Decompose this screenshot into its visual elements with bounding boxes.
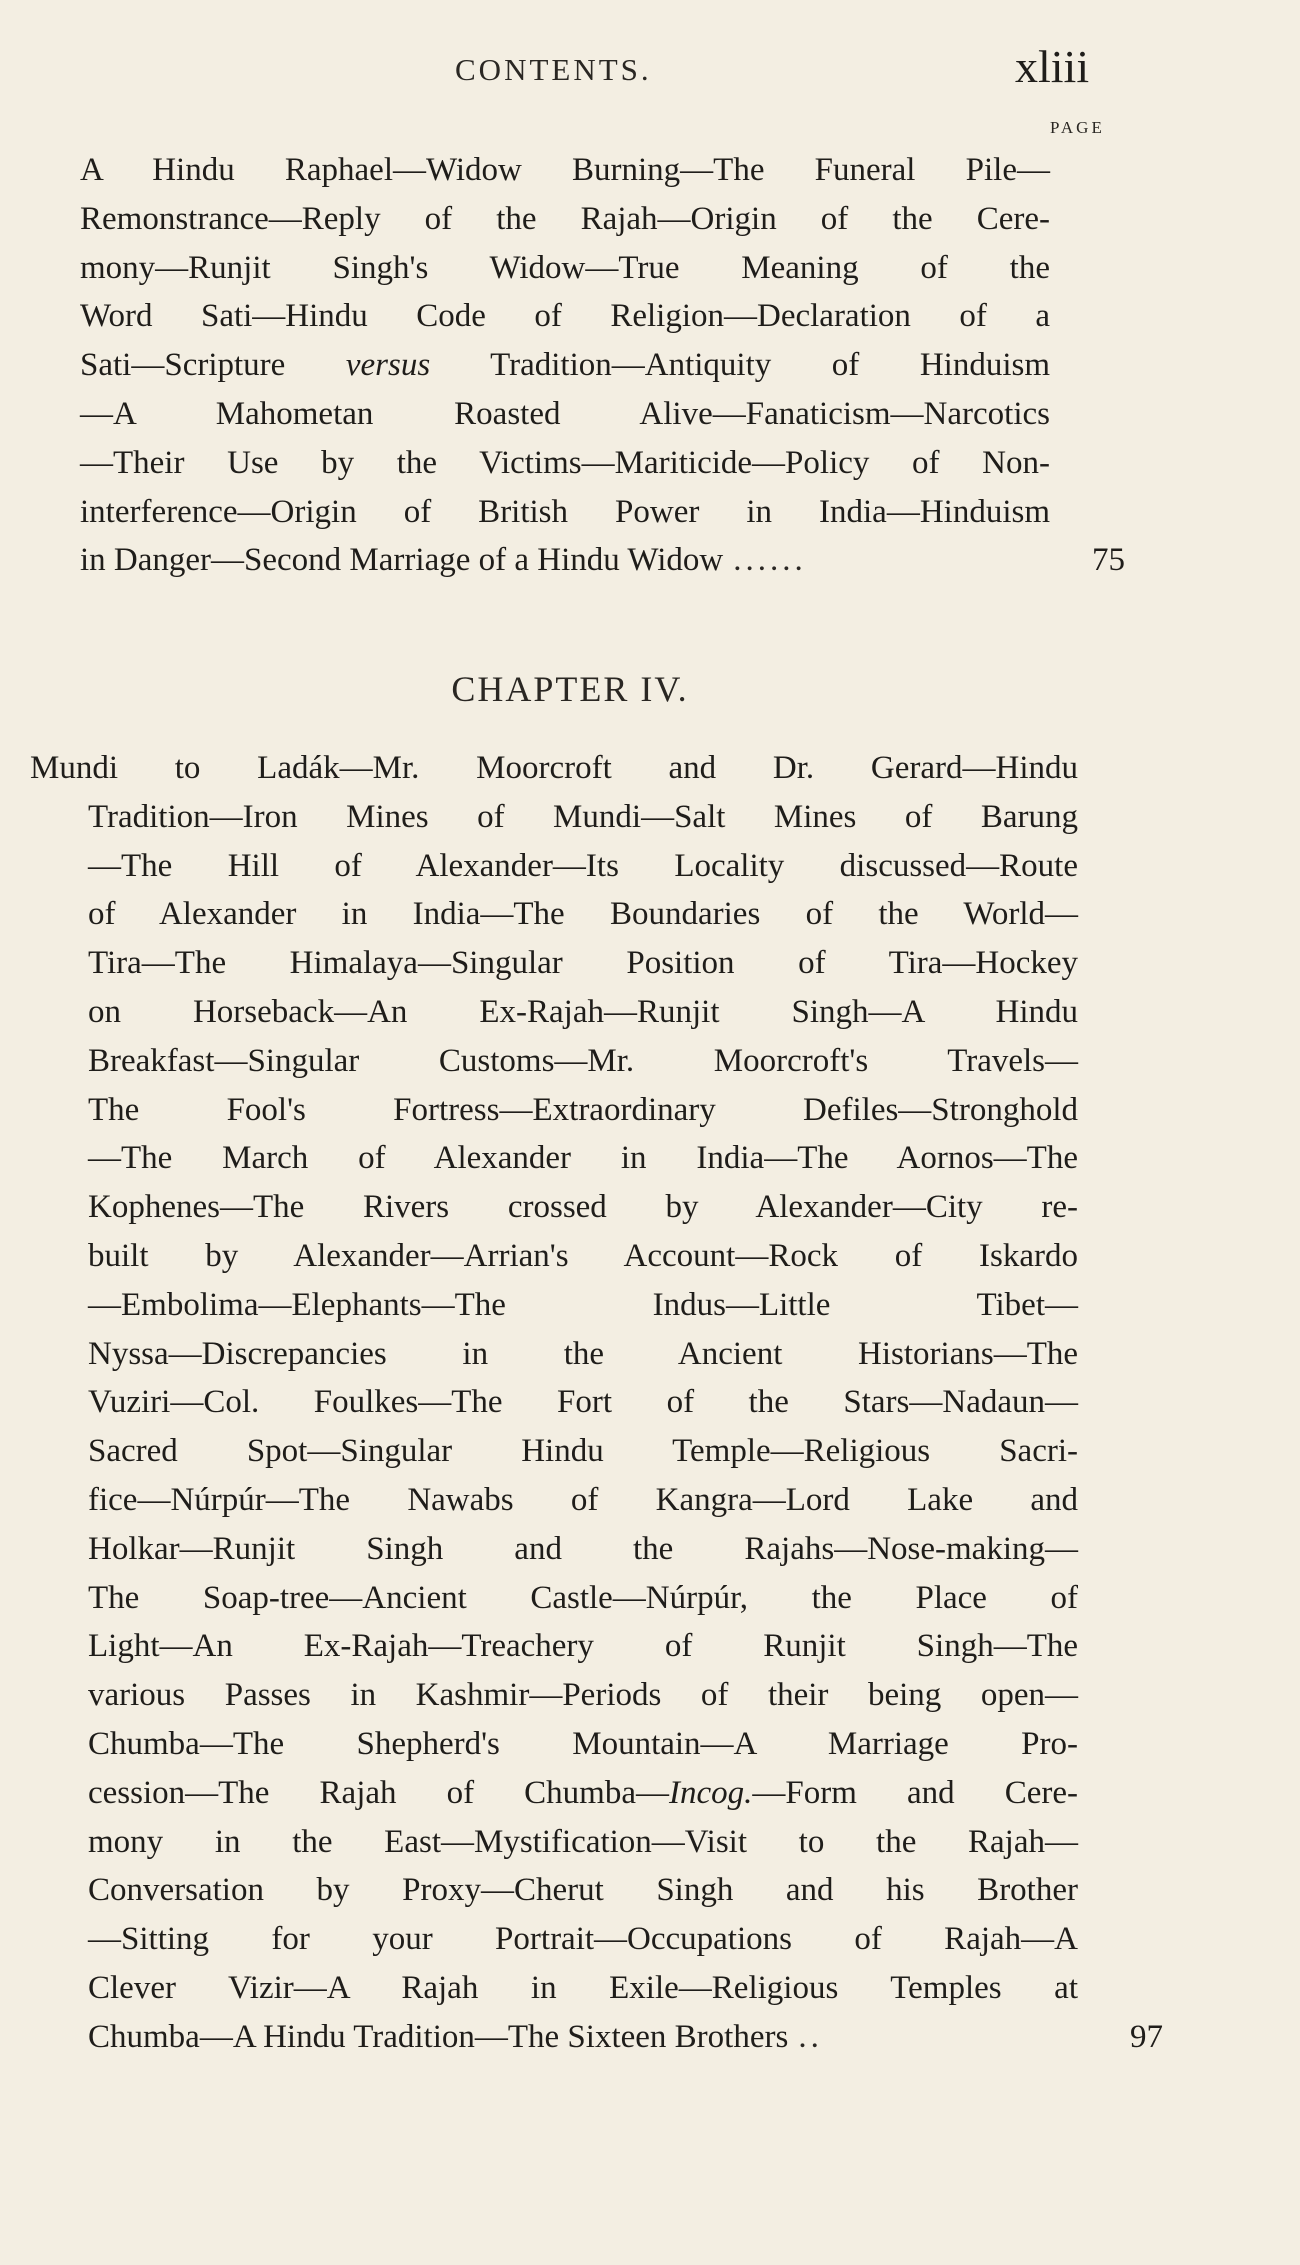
entry-line: —Their Use by the Victims—Mariticide—Policy of Non- xyxy=(80,444,1050,481)
entry-line: in Danger—Second Marriage of a Hindu Widow xyxy=(80,542,724,579)
contents-entry-chapter-iii-continued xyxy=(80,146,1125,585)
entry-line: fice—Núrpúr—The Nawabs of Kangra—Lord Lake and xyxy=(88,1481,1078,1518)
entry-line: Chumba—A Hindu Tradition—The Sixteen Brothers xyxy=(88,2018,789,2055)
entry-line: Sati—Scripture versus Tradition—Antiquity of Hinduism xyxy=(80,347,1050,384)
chapter-heading-text: CHAPTER IV. xyxy=(451,669,689,709)
chapter-heading xyxy=(0,668,1300,710)
entry-line: Word Sati—Hindu Code of Religion—Declaration of a xyxy=(80,298,1050,335)
entry-line: The Fool's Fortress—Extraordinary Defiles—Stronghold xyxy=(88,1091,1078,1128)
dot-leaders: .. xyxy=(798,2018,823,2055)
entry-page-number: 75 xyxy=(1092,542,1125,579)
entry-line: built by Alexander—Arrian's Account—Rock of Iskardo xyxy=(88,1237,1078,1274)
entry-line: Conversation by Proxy—Cherut Singh and his Brother xyxy=(88,1872,1078,1909)
entry-line: Clever Vizir—A Rajah in Exile—Religious Temples at xyxy=(88,1969,1078,2006)
entry-line: cession—The Rajah of Chumba—Incog.—Form and Cere- xyxy=(88,1774,1078,1811)
entry-line: —The March of Alexander in India—The Aornos—The xyxy=(88,1140,1078,1177)
dot-leaders: ...... xyxy=(733,542,807,579)
entry-line: Tradition—Iron Mines of Mundi—Salt Mines of Barung xyxy=(88,798,1078,835)
entry-last-line xyxy=(80,536,1125,585)
entry-page-number: 97 xyxy=(1130,2018,1163,2055)
entry-line: Holkar—Runjit Singh and the Rajahs—Nose-making— xyxy=(88,1530,1078,1567)
entry-line: Kophenes—The Rivers crossed by Alexander—City re- xyxy=(88,1189,1078,1226)
entry-line: Remonstrance—Reply of the Rajah—Origin of the Cere- xyxy=(80,200,1050,237)
entry-line: mony in the East—Mystification—Visit to the Rajah— xyxy=(88,1823,1078,1860)
entry-line: —Embolima—Elephants—The Indus—Little Tibet— xyxy=(88,1286,1078,1323)
entry-line: A Hindu Raphael—Widow Burning—The Funeral Pile— xyxy=(80,152,1050,188)
running-head xyxy=(0,40,1300,110)
entry-line: Light—An Ex-Rajah—Treachery of Runjit Singh—The xyxy=(88,1628,1078,1665)
entry-line: on Horseback—An Ex-Rajah—Runjit Singh—A Hindu xyxy=(88,993,1078,1030)
entry-line: Tira—The Himalaya—Singular Position of Tira—Hockey xyxy=(88,945,1078,982)
entry-line: Breakfast—Singular Customs—Mr. Moorcroft's Travels— xyxy=(88,1042,1078,1079)
entry-line: interference—Origin of British Power in India—Hinduism xyxy=(80,493,1050,530)
entry-last-line xyxy=(30,2013,1163,2062)
running-title: CONTENTS. xyxy=(455,52,652,87)
entry-line: Chumba—The Shepherd's Mountain—A Marriage Pro- xyxy=(88,1725,1078,1762)
entry-line: Nyssa—Discrepancies in the Ancient Historians—The xyxy=(88,1335,1078,1372)
entry-line: various Passes in Kashmir—Periods of their being open— xyxy=(88,1677,1078,1714)
page-column-label: PAGE xyxy=(1050,118,1105,137)
entry-line: Sacred Spot—Singular Hindu Temple—Religious Sacri- xyxy=(88,1433,1078,1470)
entry-line: —The Hill of Alexander—Its Locality discussed—Route xyxy=(88,847,1078,884)
entry-line: The Soap-tree—Ancient Castle—Núrpúr, the Place of xyxy=(88,1579,1078,1616)
entry-line: —Sitting for your Portrait—Occupations of Rajah—A xyxy=(88,1921,1078,1958)
page-number: xliii xyxy=(1015,41,1090,92)
contents-entry-chapter-iv xyxy=(30,744,1163,2062)
entry-line: Mundi to Ladák—Mr. Moorcroft and Dr. Gerard—Hindu xyxy=(30,750,1078,786)
entry-line: —A Mahometan Roasted Alive—Fanaticism—Narcotics xyxy=(80,395,1050,432)
entry-line: Vuziri—Col. Foulkes—The Fort of the Stars—Nadaun— xyxy=(88,1384,1078,1421)
entry-line: mony—Runjit Singh's Widow—True Meaning of the xyxy=(80,249,1050,286)
entry-line: of Alexander in India—The Boundaries of the World— xyxy=(88,896,1078,933)
